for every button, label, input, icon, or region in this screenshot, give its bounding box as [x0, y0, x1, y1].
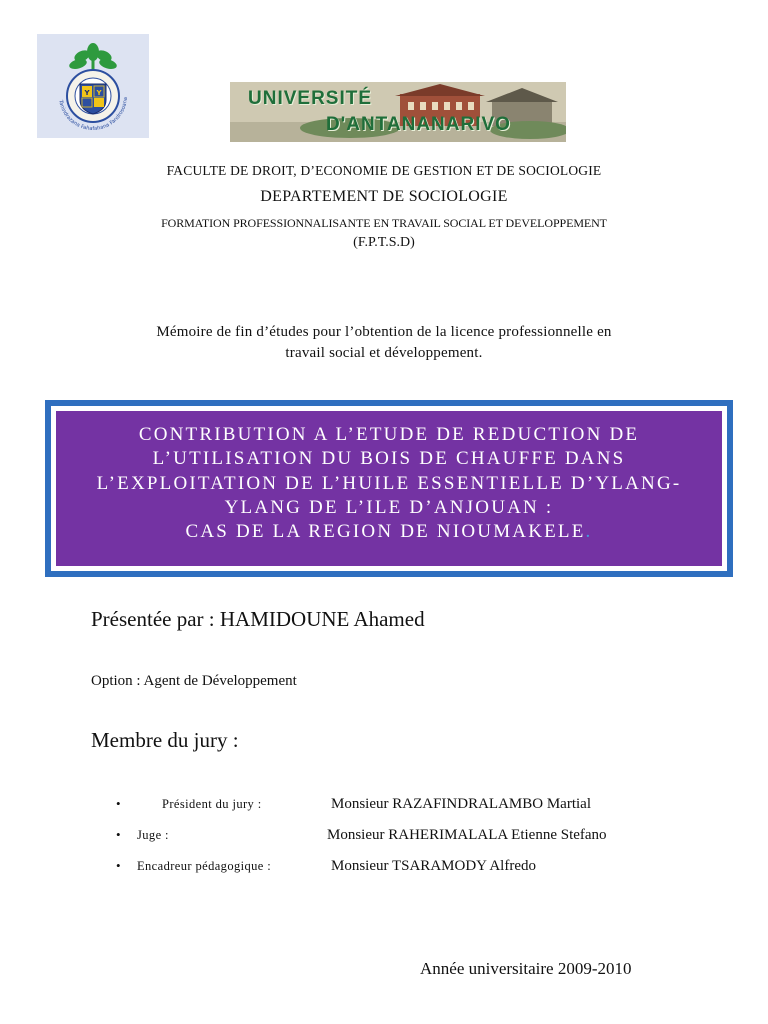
thesis-title-end-dot: . [585, 521, 593, 543]
thesis-title-line-5 [56, 520, 722, 544]
bullet: • [116, 796, 121, 811]
jury-member-row [0, 858, 768, 878]
university-seal-icon [37, 34, 149, 138]
jury-name: Monsieur RAHERIMALALA Etienne Stefano [327, 827, 607, 843]
academic-year: Année universitaire 2009-2010 [420, 959, 632, 978]
thesis-title-line-1: CONTRIBUTION A L’ETUDE DE REDUCTION DE [138, 424, 640, 445]
thesis-title-line-5-text: CAS DE LA REGION DE NIOUMAKELE [185, 521, 586, 543]
jury-role: Encadreur pédagogique : [137, 859, 272, 873]
thesis-title-line-3: L’EXPLOITATION DE L’HUILE ESSENTIELLE D’YLANG- [96, 472, 682, 494]
jury-role: Président du jury : [162, 797, 262, 811]
university-banner-logo [230, 82, 566, 142]
jury-member-row [0, 827, 768, 847]
svg-text:Y: Y [84, 89, 90, 97]
formation-acronym: (F.P.T.S.D) [353, 235, 415, 250]
svg-text:Tanindrazana Fahafahana Fandro: Tanindrazana Fahafahana Fandrosoana [57, 96, 130, 133]
memoire-line-2: travail social et développement. [285, 345, 483, 361]
bullet: • [116, 858, 121, 873]
jury-heading: Membre du jury : [91, 728, 239, 752]
jury-member-row [0, 796, 768, 816]
faculty-name: FACULTE DE DROIT, D’ECONOMIE DE GESTION ET DE SOCIOLOGIE [166, 163, 602, 178]
svg-text:Y: Y [96, 89, 102, 97]
memoire-description [0, 322, 768, 364]
thesis-title-line-4: YLANG DE L’ILE D’ANJOUAN : [224, 496, 554, 518]
banner-line-universite: UNIVERSITÉ [248, 88, 373, 109]
jury-name: Monsieur RAZAFINDRALAMBO Martial [331, 796, 591, 812]
bullet: • [116, 827, 121, 842]
memoire-line-1: Mémoire de fin d’études pour l’obtention de la licence professionnelle en [156, 324, 612, 340]
formation-name: FORMATION PROFESSIONNALISANTE EN TRAVAIL SOCIAL ET DEVELOPPEMENT [161, 216, 607, 230]
thesis-title [56, 423, 722, 544]
thesis-title-line-2: L’UTILISATION DU BOIS DE CHAUFFE DANS [152, 448, 626, 470]
jury-role: Juge : [137, 828, 169, 842]
presenter: Présentée par : HAMIDOUNE Ahamed [91, 607, 425, 631]
option: Option : Agent de Développement [91, 673, 297, 689]
banner-line-antananarivo: D'ANTANANARIVO [326, 114, 511, 135]
department-name: DEPARTEMENT DE SOCIOLOGIE [260, 188, 508, 205]
jury-name: Monsieur TSARAMODY Alfredo [331, 858, 536, 874]
